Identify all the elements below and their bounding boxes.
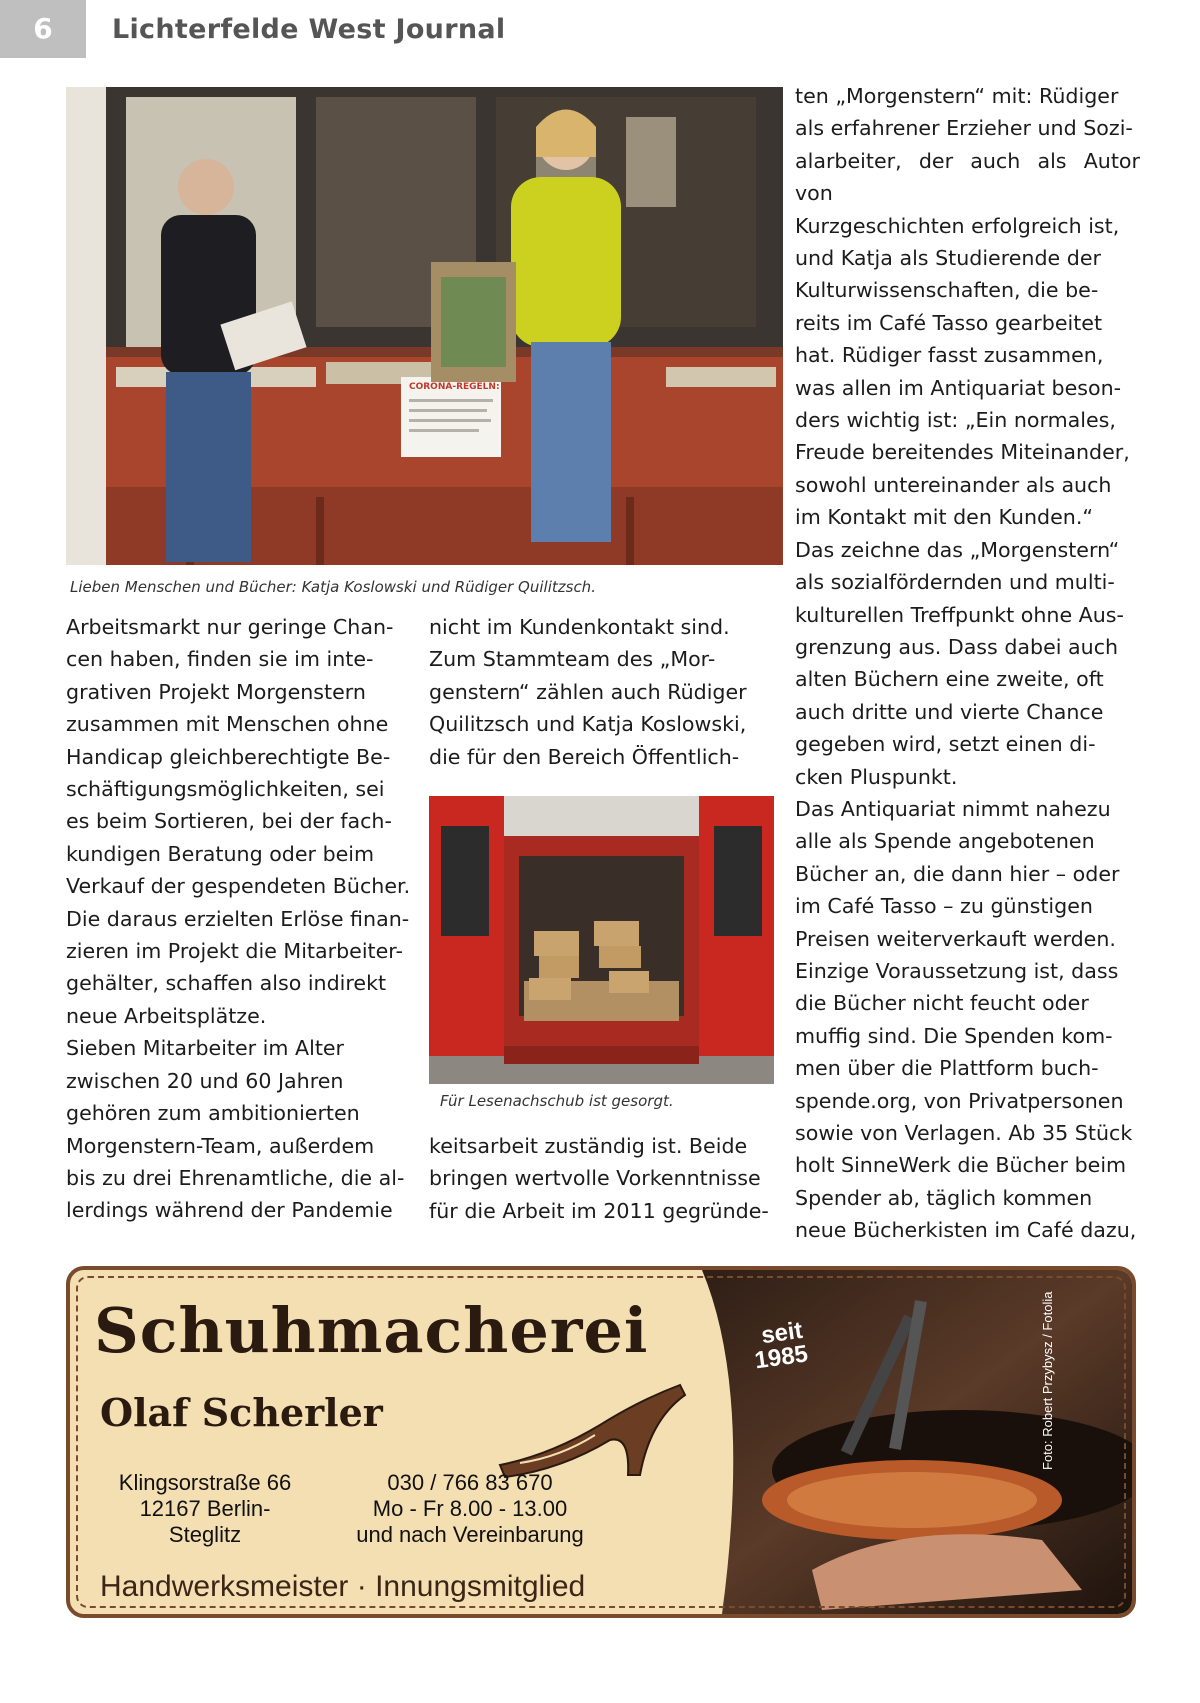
text-line: als sozialfördernden und multi- <box>795 570 1115 595</box>
text-line: alarbeiter, der auch als Autor von <box>795 148 1140 206</box>
shoe-repair-photo <box>662 1270 1132 1614</box>
opening-hours: Mo - Fr 8.00 - 13.00 <box>372 1496 568 1521</box>
text-line: Handicap gleichberechtigte Be- <box>66 744 391 769</box>
text-line: die für den Bereich Öffentlich- <box>429 744 740 769</box>
text-line: kundigen Beratung oder beim <box>66 841 375 866</box>
text-line: Morgenstern-Team, außerdem <box>66 1133 375 1158</box>
text-line: gehören zum ambitionierten <box>66 1101 360 1126</box>
text-line: Kulturwissenschaften, die be- <box>795 278 1099 303</box>
ad-contact <box>320 1470 620 1548</box>
text-line: zieren im Projekt die Mitarbeiter- <box>66 939 403 964</box>
address-line: Klingsorstraße 66 <box>118 1470 292 1495</box>
text-line: bringen wertvolle Vorkenntnisse <box>429 1166 761 1191</box>
article-column-2-bottom <box>429 1130 774 1227</box>
ad-address <box>100 1470 310 1548</box>
text-line: bis zu drei Ehrenamtliche, die al- <box>66 1165 405 1190</box>
text-line: Kurzgeschichten erfolgreich ist, <box>795 213 1120 238</box>
text-line: grativen Projekt Morgenstern <box>66 679 366 704</box>
text-line: neue Bücherkisten im Café dazu, <box>795 1218 1137 1243</box>
photo-caption: Für Lesenachschub ist gesorgt. <box>440 1092 674 1110</box>
address-line: 12167 Berlin- <box>139 1496 271 1521</box>
photo-credit: Foto: Robert Przybysz / Fotolia <box>1040 1291 1055 1470</box>
photo-people-bookstall <box>66 87 783 565</box>
text-line: men über die Plattform buch- <box>795 1056 1099 1081</box>
text-line: keitsarbeit zuständig ist. Beide <box>429 1134 748 1158</box>
article-column-2-top <box>429 611 774 773</box>
text-line: Einzige Voraussetzung ist, dass <box>795 958 1119 983</box>
journal-title: Lichterfelde West Journal <box>112 14 506 45</box>
text-line: es beim Sortieren, bei der fach- <box>66 809 392 834</box>
text-line: für die Arbeit im 2011 gegründe- <box>429 1198 769 1223</box>
text-line: Spender ab, täglich kommen <box>795 1185 1093 1210</box>
ad-subtitle: Olaf Scherler <box>100 1390 383 1435</box>
text-line: ders wichtig ist: „Ein normales, <box>795 408 1116 433</box>
text-line: im Kontakt mit den Kunden.“ <box>795 505 1094 530</box>
text-line: reits im Café Tasso gearbeitet <box>795 310 1103 335</box>
text-line: ten „Morgenstern“ mit: Rüdiger <box>795 84 1119 108</box>
text-line: was allen im Antiquariat beson- <box>795 375 1122 400</box>
text-line: hat. Rüdiger fasst zusammen, <box>795 343 1104 368</box>
text-line: Sieben Mitarbeiter im Alter <box>66 1036 345 1061</box>
text-line: nicht im Kundenkontakt sind. <box>429 615 730 639</box>
text-line: gehälter, schaffen also indirekt <box>66 971 387 996</box>
page-number: 6 <box>0 0 86 58</box>
text-line: und Katja als Studierende der <box>795 246 1101 271</box>
text-line: Quilitzsch und Katja Koslowski, <box>429 712 747 737</box>
text-line: Das zeichne das „Morgenstern“ <box>795 537 1120 562</box>
text-line: Die daraus erzielten Erlöse finan- <box>66 906 410 931</box>
since-label: seit <box>759 1316 805 1350</box>
text-line: gegeben wird, setzt einen di- <box>795 732 1096 757</box>
text-line: Bücher an, die dann hier – oder <box>795 861 1120 886</box>
address-line: Steglitz <box>168 1522 242 1547</box>
photo-caption: Lieben Menschen und Bücher: Katja Koslowski und Rüdiger Quilitzsch. <box>70 578 596 596</box>
since-year: 1985 <box>752 1340 810 1375</box>
text-line: Arbeitsmarkt nur geringe Chan- <box>66 615 394 639</box>
text-line: cken Pluspunkt. <box>795 764 958 789</box>
text-line: Freude bereitendes Miteinander, <box>795 440 1130 465</box>
text-line: zwischen 20 und 60 Jahren <box>66 1068 344 1093</box>
text-line: die Bücher nicht feucht oder <box>795 991 1089 1016</box>
opening-note: und nach Vereinbarung <box>356 1522 584 1547</box>
phone-number: 030 / 766 83 670 <box>387 1470 553 1495</box>
high-heel-shoe-icon <box>490 1365 690 1485</box>
article-column-1 <box>66 611 411 1227</box>
text-line: im Café Tasso – zu günstigen <box>795 894 1093 919</box>
text-line: muffig sind. Die Spenden kom- <box>795 1023 1113 1048</box>
ad-title: Schuhmacherei <box>94 1294 649 1367</box>
text-line: neue Arbeitsplätze. <box>66 1003 267 1028</box>
text-line: Preisen weiterverkauft werden. <box>795 926 1116 951</box>
text-line: sowie von Verlagen. Ab 35 Stück <box>795 1121 1133 1145</box>
text-line: auch dritte und vierte Chance <box>795 699 1104 724</box>
since-badge <box>750 1316 810 1375</box>
text-line: Zum Stammteam des „Mor- <box>429 647 716 672</box>
sign-text: CORONA-REGELN: <box>409 382 500 392</box>
text-line: grenzung aus. Dass dabei auch <box>795 634 1119 659</box>
text-line: Verkauf der gespendeten Bücher. <box>66 874 411 899</box>
text-line: schäftigungsmöglichkeiten, sei <box>66 777 385 802</box>
text-line: kulturellen Treffpunkt ohne Aus- <box>795 602 1124 627</box>
ad-tagline: Handwerksmeister · Innungsmitglied <box>100 1570 586 1603</box>
text-line: cen haben, finden sie im inte- <box>66 647 374 672</box>
text-line: zusammen mit Menschen ohne <box>66 712 389 737</box>
text-line: alle als Spende angebotenen <box>795 829 1095 854</box>
text-line: Das Antiquariat nimmt nahezu <box>795 796 1111 821</box>
text-line: lerdings während der Pandemie <box>66 1198 393 1223</box>
text-line: holt SinneWerk die Bücher beim <box>795 1153 1127 1178</box>
text-line: alten Büchern eine zweite, oft <box>795 667 1104 692</box>
text-line: als erfahrener Erzieher und Sozi- <box>795 116 1133 141</box>
text-line: genstern“ zählen auch Rüdiger <box>429 679 747 704</box>
photo-van-boxes <box>429 796 774 1084</box>
text-line: spende.org, von Privatpersonen <box>795 1088 1124 1113</box>
shoemaker-advertisement <box>66 1266 1136 1618</box>
text-line: sowohl untereinander als auch <box>795 472 1112 497</box>
article-column-3 <box>795 80 1140 1247</box>
